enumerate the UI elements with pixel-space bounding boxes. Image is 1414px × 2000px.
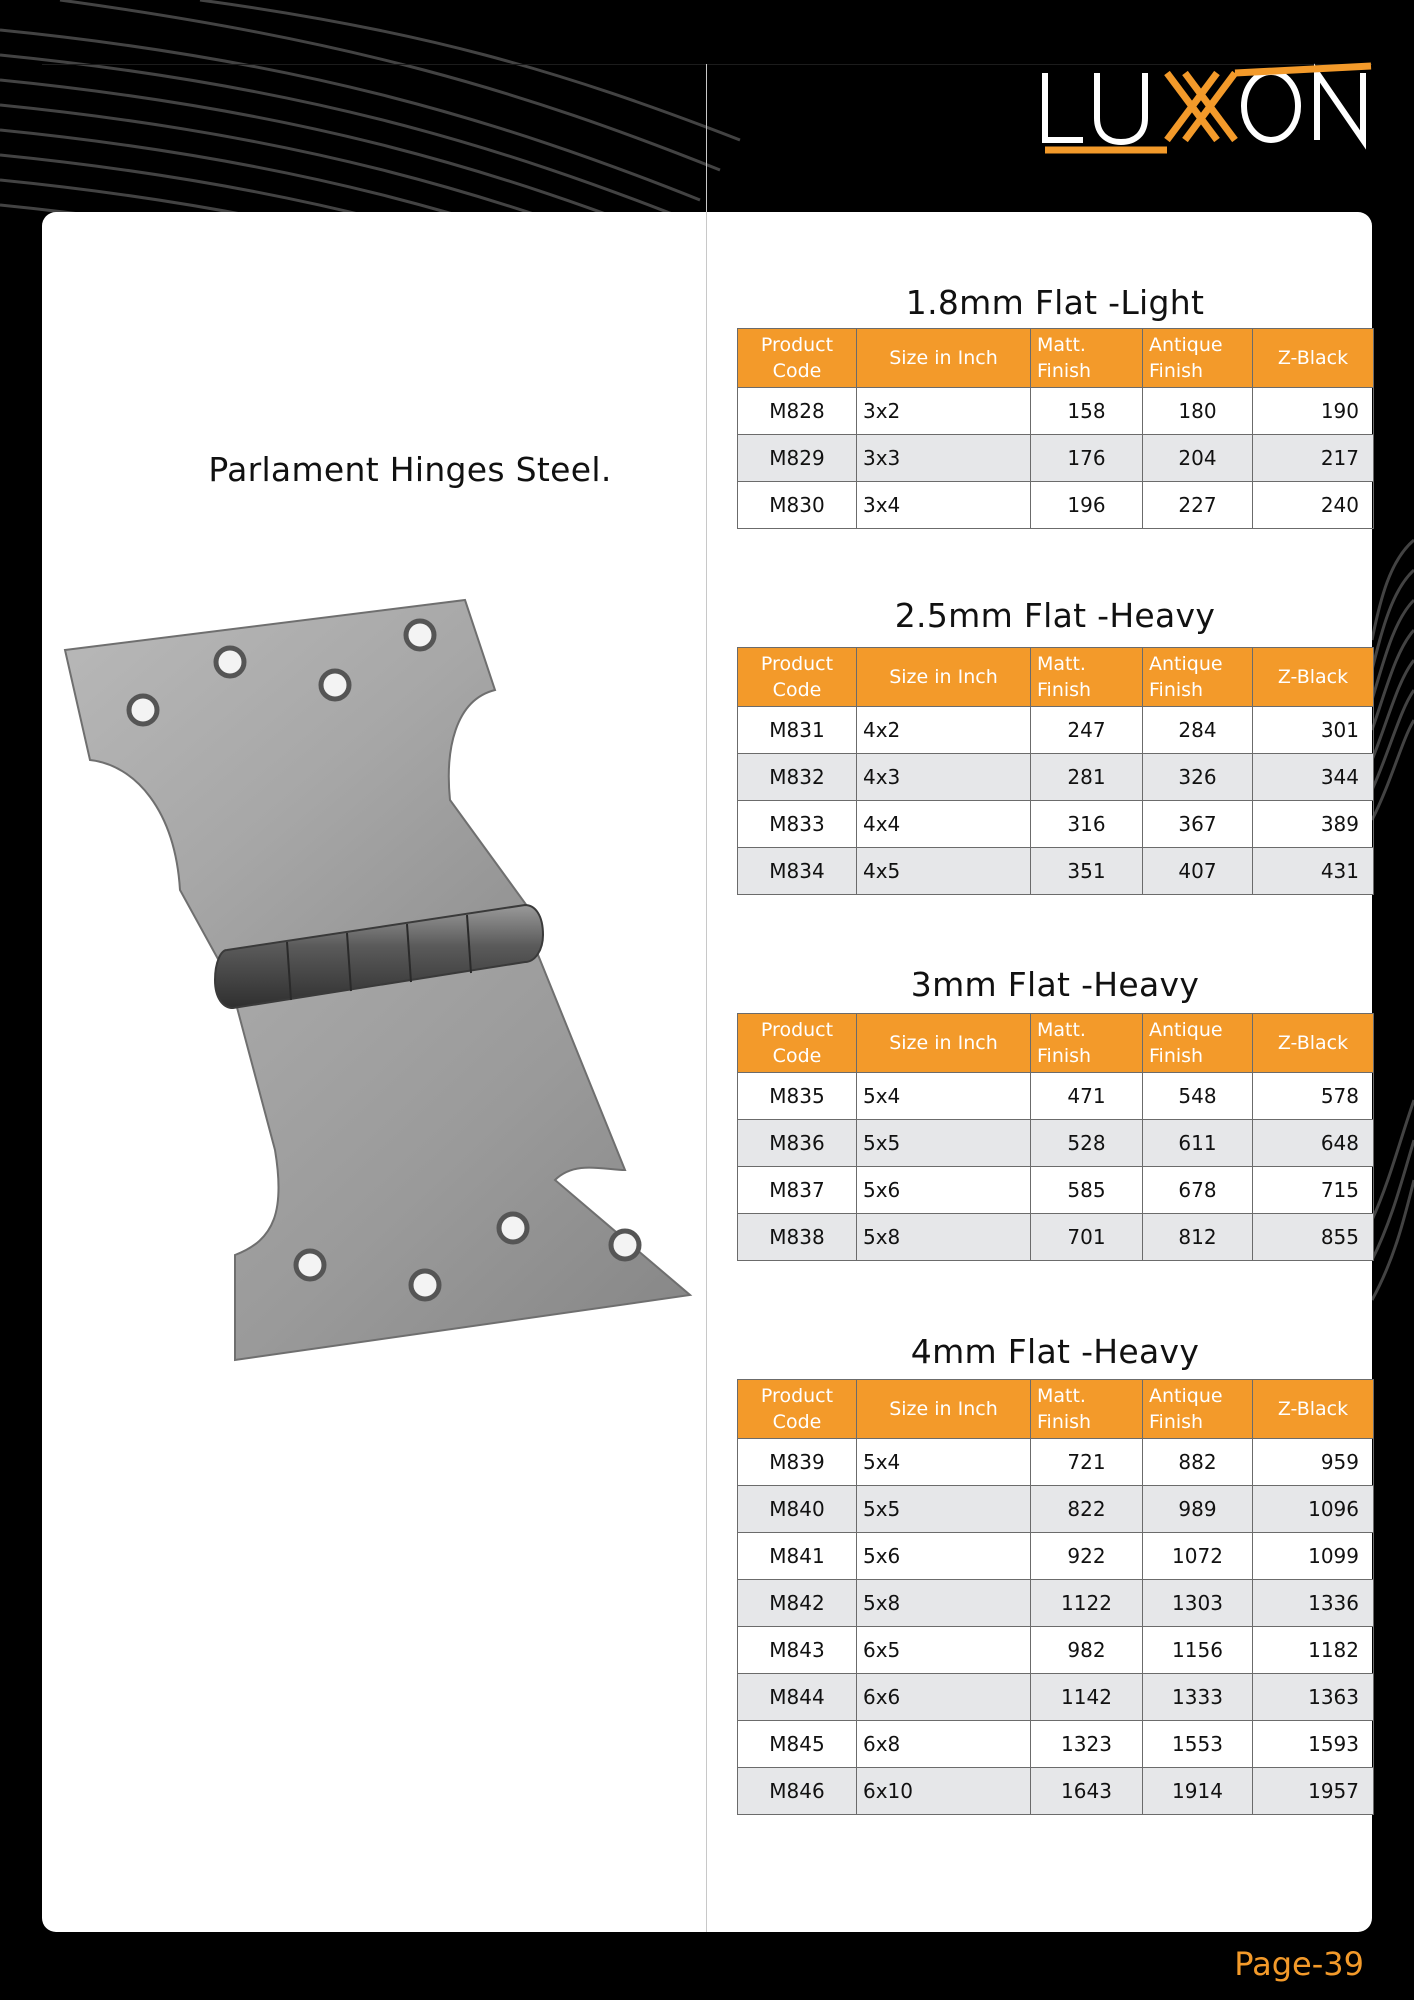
- header-matt-finish: Matt. Finish: [1031, 648, 1143, 707]
- cell-code: M845: [738, 1721, 857, 1768]
- price-table-4mm: [737, 1379, 1374, 1815]
- table-row: [738, 1073, 1374, 1120]
- table-title-3mm: 3mm Flat -Heavy: [910, 965, 1200, 1004]
- cell-zblack: 1099: [1253, 1533, 1374, 1580]
- cell-code: M831: [738, 707, 857, 754]
- cell-code: M836: [738, 1120, 857, 1167]
- header-size: Size in Inch: [857, 329, 1031, 388]
- header-matt-finish: Matt. Finish: [1031, 1014, 1143, 1073]
- cell-code: M829: [738, 435, 857, 482]
- cell-zblack: 389: [1253, 801, 1374, 848]
- cell-size: 4x2: [857, 707, 1031, 754]
- cell-zblack: 1957: [1253, 1768, 1374, 1815]
- cell-code: M835: [738, 1073, 857, 1120]
- cell-zblack: 1593: [1253, 1721, 1374, 1768]
- cell-matt: 585: [1031, 1167, 1143, 1214]
- cell-size: 6x6: [857, 1674, 1031, 1721]
- table-row: [738, 801, 1374, 848]
- header-antique-finish: Antique Finish: [1143, 1014, 1253, 1073]
- cell-zblack: 648: [1253, 1120, 1374, 1167]
- cell-zblack: 1096: [1253, 1486, 1374, 1533]
- cell-zblack: 344: [1253, 754, 1374, 801]
- cell-antique: 326: [1143, 754, 1253, 801]
- table-row: [738, 1627, 1374, 1674]
- cell-code: M838: [738, 1214, 857, 1261]
- cell-code: M832: [738, 754, 857, 801]
- header-size: Size in Inch: [857, 1014, 1031, 1073]
- cell-antique: 611: [1143, 1120, 1253, 1167]
- cell-matt: 721: [1031, 1439, 1143, 1486]
- cell-code: M834: [738, 848, 857, 895]
- table-row: [738, 388, 1374, 435]
- table-row: [738, 1580, 1374, 1627]
- cell-zblack: 1336: [1253, 1580, 1374, 1627]
- table-row: [738, 1768, 1374, 1815]
- table-title-2-5mm: 2.5mm Flat -Heavy: [894, 596, 1216, 635]
- table-row: [738, 1167, 1374, 1214]
- cell-size: 5x6: [857, 1167, 1031, 1214]
- cell-zblack: 1363: [1253, 1674, 1374, 1721]
- cell-size: 4x3: [857, 754, 1031, 801]
- cell-matt: 701: [1031, 1214, 1143, 1261]
- cell-code: M833: [738, 801, 857, 848]
- cell-matt: 528: [1031, 1120, 1143, 1167]
- cell-antique: 678: [1143, 1167, 1253, 1214]
- table-row: [738, 754, 1374, 801]
- cell-size: 3x3: [857, 435, 1031, 482]
- cell-zblack: 1182: [1253, 1627, 1374, 1674]
- cell-zblack: 190: [1253, 388, 1374, 435]
- cell-matt: 471: [1031, 1073, 1143, 1120]
- cell-size: 4x5: [857, 848, 1031, 895]
- cell-code: M840: [738, 1486, 857, 1533]
- cell-zblack: 217: [1253, 435, 1374, 482]
- table-row: [738, 1439, 1374, 1486]
- cell-antique: 1072: [1143, 1533, 1253, 1580]
- header-z-black: Z-Black: [1253, 1380, 1374, 1439]
- cell-size: 5x4: [857, 1439, 1031, 1486]
- cell-matt: 281: [1031, 754, 1143, 801]
- cell-matt: 351: [1031, 848, 1143, 895]
- header-z-black: Z-Black: [1253, 648, 1374, 707]
- cell-zblack: 578: [1253, 1073, 1374, 1120]
- header-product-code: Product Code: [738, 1380, 857, 1439]
- cell-size: 5x6: [857, 1533, 1031, 1580]
- header-product-code: Product Code: [738, 1014, 857, 1073]
- cell-matt: 196: [1031, 482, 1143, 529]
- cell-antique: 1333: [1143, 1674, 1253, 1721]
- cell-antique: 1156: [1143, 1627, 1253, 1674]
- cell-size: 5x8: [857, 1214, 1031, 1261]
- parliament-hinge-image: [55, 590, 705, 1370]
- cell-zblack: 431: [1253, 848, 1374, 895]
- cell-matt: 1323: [1031, 1721, 1143, 1768]
- cell-antique: 989: [1143, 1486, 1253, 1533]
- page-number: Page-39: [1234, 1945, 1364, 1983]
- cell-code: M843: [738, 1627, 857, 1674]
- column-divider: [706, 64, 707, 1932]
- cell-antique: 284: [1143, 707, 1253, 754]
- table-row: [738, 482, 1374, 529]
- cell-code: M830: [738, 482, 857, 529]
- cell-size: 5x4: [857, 1073, 1031, 1120]
- price-table-1-8mm: [737, 328, 1374, 529]
- header-z-black: Z-Black: [1253, 329, 1374, 388]
- cell-code: M844: [738, 1674, 857, 1721]
- cell-zblack: 240: [1253, 482, 1374, 529]
- cell-zblack: 301: [1253, 707, 1374, 754]
- cell-matt: 316: [1031, 801, 1143, 848]
- header-matt-finish: Matt. Finish: [1031, 329, 1143, 388]
- cell-antique: 1553: [1143, 1721, 1253, 1768]
- luxon-logo: [1035, 60, 1375, 160]
- cell-zblack: 855: [1253, 1214, 1374, 1261]
- table-row: [738, 435, 1374, 482]
- cell-code: M842: [738, 1580, 857, 1627]
- cell-antique: 367: [1143, 801, 1253, 848]
- cell-antique: 227: [1143, 482, 1253, 529]
- cell-antique: 812: [1143, 1214, 1253, 1261]
- product-title: Parlament Hinges Steel.: [208, 450, 612, 489]
- header-matt-finish: Matt. Finish: [1031, 1380, 1143, 1439]
- table-row: [738, 848, 1374, 895]
- cell-antique: 1914: [1143, 1768, 1253, 1815]
- cell-size: 6x10: [857, 1768, 1031, 1815]
- header-product-code: Product Code: [738, 648, 857, 707]
- table-row: [738, 707, 1374, 754]
- price-table-2-5mm: [737, 647, 1374, 895]
- cell-matt: 247: [1031, 707, 1143, 754]
- cell-antique: 1303: [1143, 1580, 1253, 1627]
- table-row: [738, 1674, 1374, 1721]
- header-antique-finish: Antique Finish: [1143, 648, 1253, 707]
- cell-antique: 407: [1143, 848, 1253, 895]
- cell-size: 3x4: [857, 482, 1031, 529]
- header-product-code: Product Code: [738, 329, 857, 388]
- table-title-4mm: 4mm Flat -Heavy: [910, 1332, 1200, 1371]
- cell-matt: 1122: [1031, 1580, 1143, 1627]
- header-antique-finish: Antique Finish: [1143, 329, 1253, 388]
- cell-size: 5x5: [857, 1120, 1031, 1167]
- table-row: [738, 1533, 1374, 1580]
- header-z-black: Z-Black: [1253, 1014, 1374, 1073]
- cell-matt: 982: [1031, 1627, 1143, 1674]
- table-row: [738, 1486, 1374, 1533]
- cell-matt: 1142: [1031, 1674, 1143, 1721]
- cell-code: M839: [738, 1439, 857, 1486]
- cell-matt: 822: [1031, 1486, 1143, 1533]
- price-table-3mm: [737, 1013, 1374, 1261]
- header-antique-finish: Antique Finish: [1143, 1380, 1253, 1439]
- header-size: Size in Inch: [857, 1380, 1031, 1439]
- cell-zblack: 715: [1253, 1167, 1374, 1214]
- cell-antique: 204: [1143, 435, 1253, 482]
- cell-matt: 922: [1031, 1533, 1143, 1580]
- cell-size: 4x4: [857, 801, 1031, 848]
- header-size: Size in Inch: [857, 648, 1031, 707]
- cell-size: 5x8: [857, 1580, 1031, 1627]
- cell-antique: 548: [1143, 1073, 1253, 1120]
- cell-size: 6x5: [857, 1627, 1031, 1674]
- cell-antique: 180: [1143, 388, 1253, 435]
- table-title-1-8mm: 1.8mm Flat -Light: [905, 283, 1205, 322]
- cell-matt: 158: [1031, 388, 1143, 435]
- cell-code: M841: [738, 1533, 857, 1580]
- cell-matt: 1643: [1031, 1768, 1143, 1815]
- cell-antique: 882: [1143, 1439, 1253, 1486]
- cell-matt: 176: [1031, 435, 1143, 482]
- cell-code: M846: [738, 1768, 857, 1815]
- cell-zblack: 959: [1253, 1439, 1374, 1486]
- table-row: [738, 1214, 1374, 1261]
- cell-size: 3x2: [857, 388, 1031, 435]
- cell-size: 6x8: [857, 1721, 1031, 1768]
- table-row: [738, 1721, 1374, 1768]
- cell-code: M828: [738, 388, 857, 435]
- table-row: [738, 1120, 1374, 1167]
- cell-size: 5x5: [857, 1486, 1031, 1533]
- cell-code: M837: [738, 1167, 857, 1214]
